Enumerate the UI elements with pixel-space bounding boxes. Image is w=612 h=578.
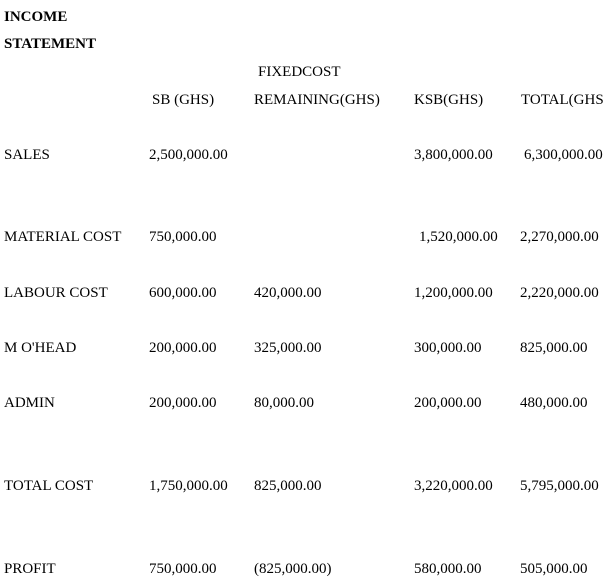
row-label-labour-cost: LABOUR COST [4, 285, 108, 301]
row-label-admin: ADMIN [4, 395, 55, 411]
cell-admin-ksb: 200,000.00 [414, 395, 482, 411]
cell-material-total: 2,270,000.00 [520, 229, 599, 245]
title-line-1: INCOME [4, 9, 68, 25]
cell-totalcost-fixed: 825,000.00 [254, 478, 322, 494]
row-label-material-cost: MATERIAL COST [4, 229, 122, 245]
cell-totalcost-total: 5,795,000.00 [520, 478, 599, 494]
cell-labour-total: 2,220,000.00 [520, 285, 599, 301]
row-label-total-cost: TOTAL COST [4, 478, 94, 494]
cell-admin-total: 480,000.00 [520, 395, 588, 411]
cell-mohead-sb: 200,000.00 [149, 340, 217, 356]
cell-profit-fixed: (825,000.00) [254, 561, 332, 577]
row-label-mohead: M O'HEAD [4, 340, 77, 356]
cell-mohead-total: 825,000.00 [520, 340, 588, 356]
cell-labour-fixed: 420,000.00 [254, 285, 322, 301]
title-line-2: STATEMENT [4, 36, 96, 52]
header-fixedcost-top: FIXEDCOST [258, 64, 341, 80]
row-label-sales: SALES [4, 147, 50, 163]
cell-sales-ksb: 3,800,000.00 [414, 147, 493, 163]
header-ksb: KSB(GHS) [414, 92, 484, 108]
cell-totalcost-sb: 1,750,000.00 [149, 478, 228, 494]
header-total: TOTAL(GHS [521, 92, 604, 108]
cell-labour-sb: 600,000.00 [149, 285, 217, 301]
header-fixedcost-bottom: REMAINING(GHS) [254, 92, 380, 108]
cell-material-ksb: 1,520,000.00 [419, 229, 498, 245]
cell-profit-sb: 750,000.00 [149, 561, 217, 577]
cell-labour-ksb: 1,200,000.00 [414, 285, 493, 301]
cell-mohead-fixed: 325,000.00 [254, 340, 322, 356]
cell-mohead-ksb: 300,000.00 [414, 340, 482, 356]
row-label-profit: PROFIT [4, 561, 56, 577]
cell-totalcost-ksb: 3,220,000.00 [414, 478, 493, 494]
cell-sales-total: 6,300,000.00 [524, 147, 603, 163]
cell-sales-sb: 2,500,000.00 [149, 147, 228, 163]
cell-admin-fixed: 80,000.00 [254, 395, 314, 411]
cell-admin-sb: 200,000.00 [149, 395, 217, 411]
cell-profit-total: 505,000.00 [520, 561, 588, 577]
cell-material-sb: 750,000.00 [149, 229, 217, 245]
header-sb: SB (GHS) [152, 92, 215, 108]
cell-profit-ksb: 580,000.00 [414, 561, 482, 577]
